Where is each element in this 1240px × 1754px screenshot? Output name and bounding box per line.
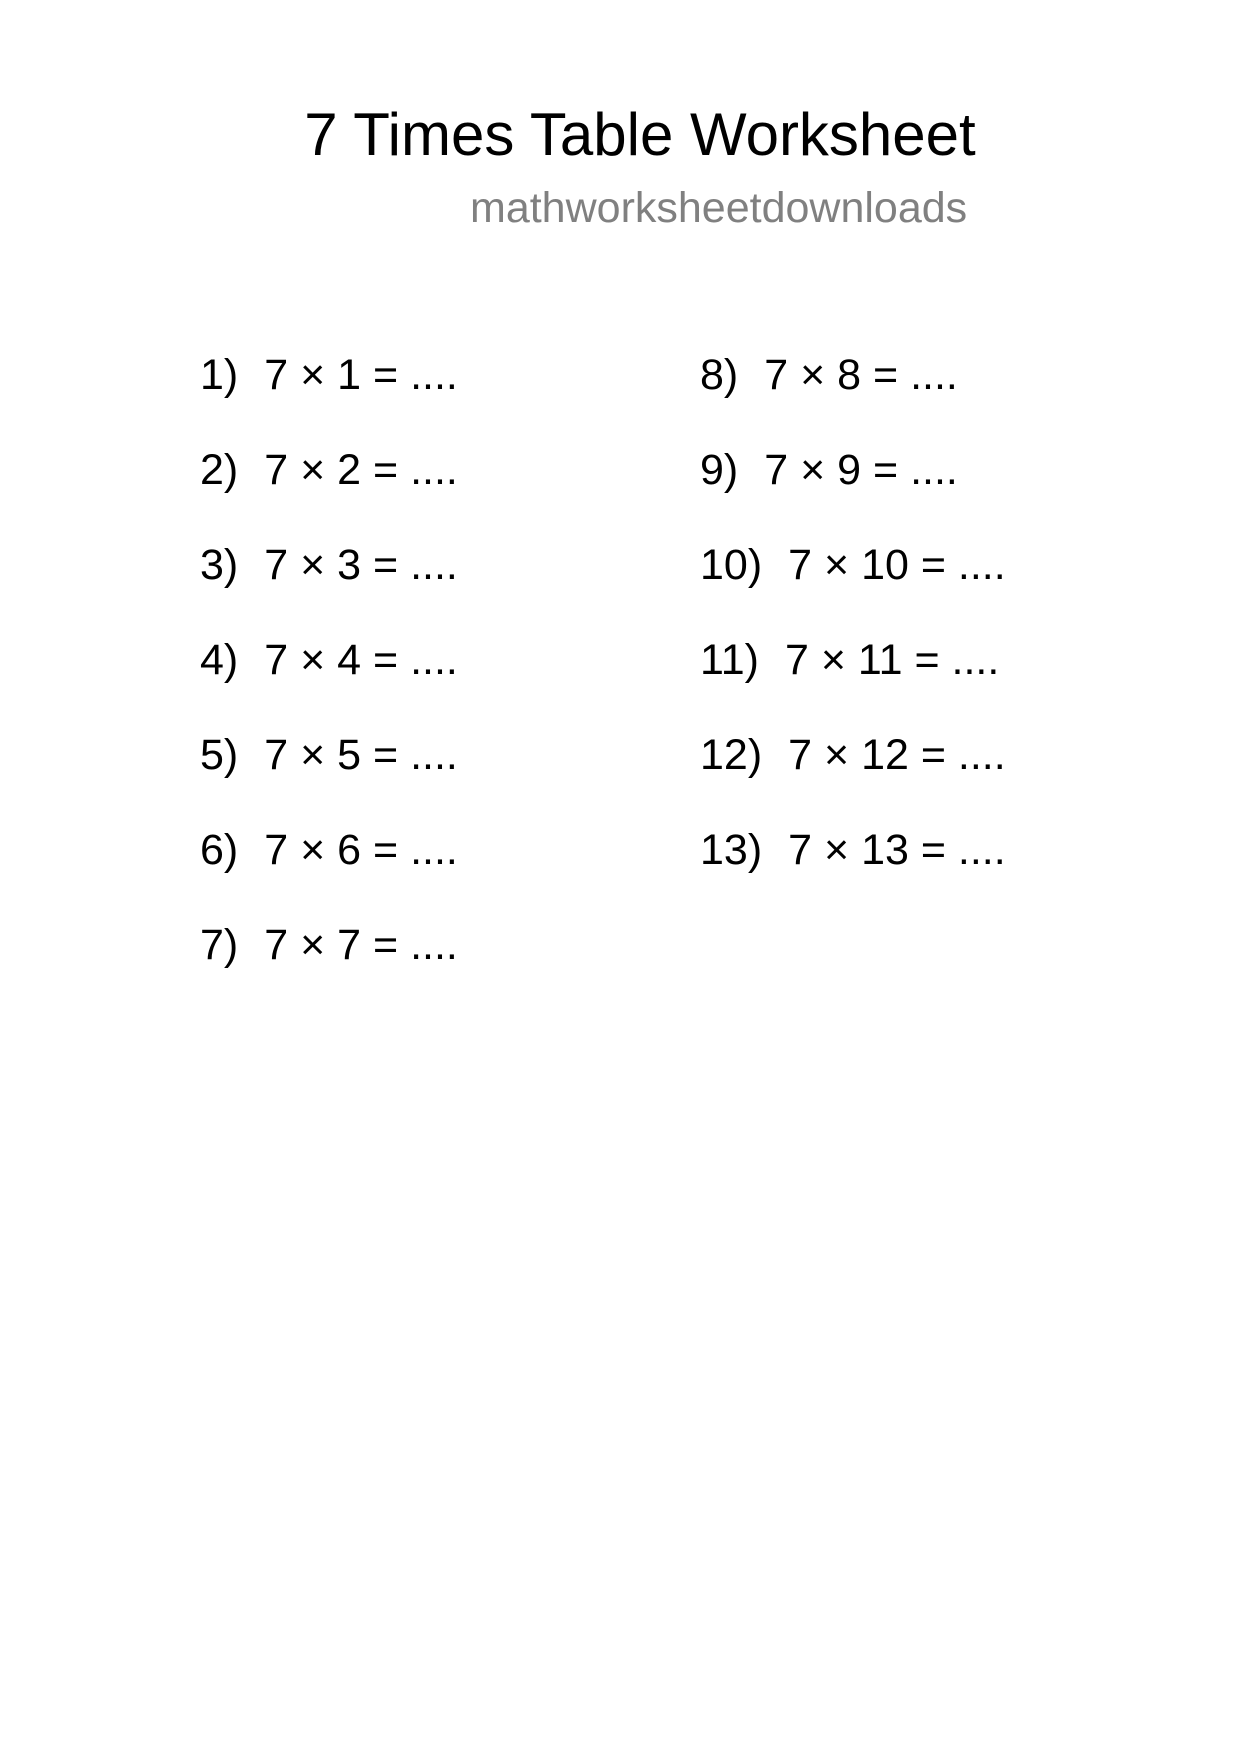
problem-number: 12): [700, 731, 763, 779]
problem-expression: 7 × 11 = ....: [784, 636, 1000, 684]
problem-expression: 7 × 4 = ....: [264, 636, 458, 684]
problem-column-right: [700, 350, 1006, 920]
problem-1: [200, 350, 458, 400]
problem-number: 13): [700, 826, 763, 874]
problem-number: 11): [700, 636, 759, 684]
problem-number: 1): [200, 351, 239, 399]
problem-11: [700, 635, 1006, 685]
problem-expression: 7 × 8 = ....: [764, 351, 958, 399]
problem-number: 3): [200, 541, 239, 589]
problem-9: [700, 445, 1006, 495]
problem-column-left: [200, 350, 458, 1015]
problem-expression: 7 × 12 = ....: [788, 731, 1006, 779]
problem-expression: 7 × 6 = ....: [264, 826, 458, 874]
problem-number: 6): [200, 826, 239, 874]
problem-expression: 7 × 1 = ....: [264, 351, 458, 399]
problem-6: [200, 825, 458, 875]
problem-expression: 7 × 9 = ....: [764, 446, 958, 494]
problem-number: 8): [700, 351, 739, 399]
page-title: 7 Times Table Worksheet: [304, 101, 976, 168]
site-name: mathworksheetdownloads: [470, 184, 968, 232]
problem-2: [200, 445, 458, 495]
problem-expression: 7 × 3 = ....: [264, 541, 458, 589]
problem-expression: 7 × 13 = ....: [788, 826, 1006, 874]
problem-expression: 7 × 7 = ....: [264, 921, 458, 969]
problem-3: [200, 540, 458, 590]
problem-expression: 7 × 5 = ....: [264, 731, 458, 779]
problem-13: [700, 825, 1006, 875]
problem-4: [200, 635, 458, 685]
problem-10: [700, 540, 1006, 590]
problem-number: 7): [200, 921, 239, 969]
problem-5: [200, 730, 458, 780]
problem-8: [700, 350, 1006, 400]
problem-number: 10): [700, 541, 763, 589]
problem-7: [200, 920, 458, 970]
problem-number: 9): [700, 446, 739, 494]
problem-number: 5): [200, 731, 239, 779]
problem-12: [700, 730, 1006, 780]
problem-number: 2): [200, 446, 239, 494]
problem-expression: 7 × 2 = ....: [264, 446, 458, 494]
problem-number: 4): [200, 636, 239, 684]
problem-expression: 7 × 10 = ....: [788, 541, 1006, 589]
